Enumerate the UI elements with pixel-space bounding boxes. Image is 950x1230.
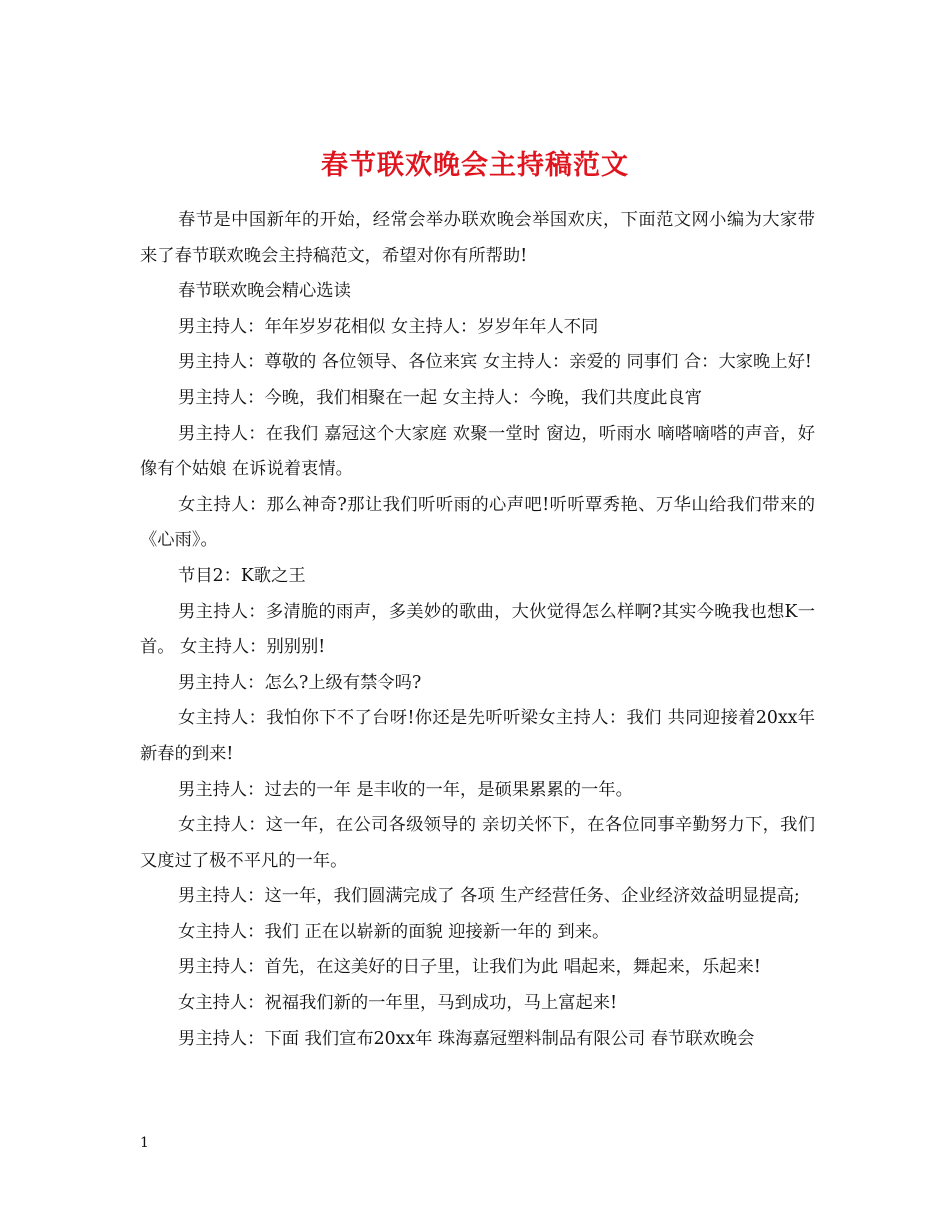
paragraph: 男主持人：在我们 嘉冠这个大家庭 欢聚一堂时 窗边，听雨水 嘀嗒嘀嗒的声音，好像有个姑娘 在诉说着衷情。 <box>140 423 815 480</box>
paragraph: 女主持人：我怕你下不了台呀!你还是先听听梁女主持人：我们 共同迎接着20xx年 新春的到来! <box>140 708 815 764</box>
paragraph: 春节是中国新年的开始，经常会举办联欢晚会举国欢庆，下面范文网小编为大家带来了春节联欢晚会主持稿范文，希望对你有所帮助! <box>140 210 815 266</box>
document-body <box>140 203 815 1057</box>
paragraph: 男主持人：尊敬的 各位领导、各位来宾 女主持人：亲爱的 同事们 合：大家晚上好! <box>178 352 812 373</box>
paragraph: 男主持人：今晚，我们相聚在一起 女主持人：今晚，我们共度此良宵 <box>178 387 702 408</box>
page-title: 春节联欢晚会主持稿范文 <box>321 150 629 182</box>
paragraph: 节目2：K歌之王 <box>178 565 306 586</box>
paragraph: 春节联欢晚会精心选读 <box>178 281 351 302</box>
page-number: 1 <box>140 1135 149 1151</box>
paragraph: 男主持人：年年岁岁花相似 女主持人：岁岁年年人不同 <box>178 316 599 337</box>
paragraph: 男主持人：下面 我们宣布20xx年 珠海嘉冠塑料制品有限公司 春节联欢晚会 <box>178 1028 755 1049</box>
paragraph: 男主持人：多清脆的雨声，多美妙的歌曲，大伙觉得怎么样啊?其实今晚我也想K一首。 女主持人：别别别! <box>140 601 815 658</box>
paragraph: 女主持人：这一年，在公司各级领导的 亲切关怀下，在各位同事辛勤努力下，我们又度过了极不平凡的一年。 <box>140 815 815 871</box>
paragraph: 男主持人：怎么?上级有禁令吗? <box>178 672 422 693</box>
paragraph: 男主持人：首先，在这美好的日子里，让我们为此 唱起来，舞起来，乐起来! <box>178 957 761 978</box>
paragraph: 女主持人：祝福我们新的一年里，马到成功，马上富起来! <box>178 993 618 1014</box>
paragraph: 男主持人：过去的一年 是丰收的一年，是硕果累累的一年。 <box>178 779 633 800</box>
paragraph: 男主持人：这一年，我们圆满完成了 各项 生产经营任务、企业经济效益明显提高; <box>178 886 800 907</box>
paragraph: 女主持人：我们 正在以崭新的面貌 迎接新一年的 到来。 <box>178 921 610 942</box>
paragraph: 女主持人：那么神奇?那让我们听听雨的心声吧!听听覃秀艳、万华山给我们带来的《心雨》。 <box>140 494 815 551</box>
